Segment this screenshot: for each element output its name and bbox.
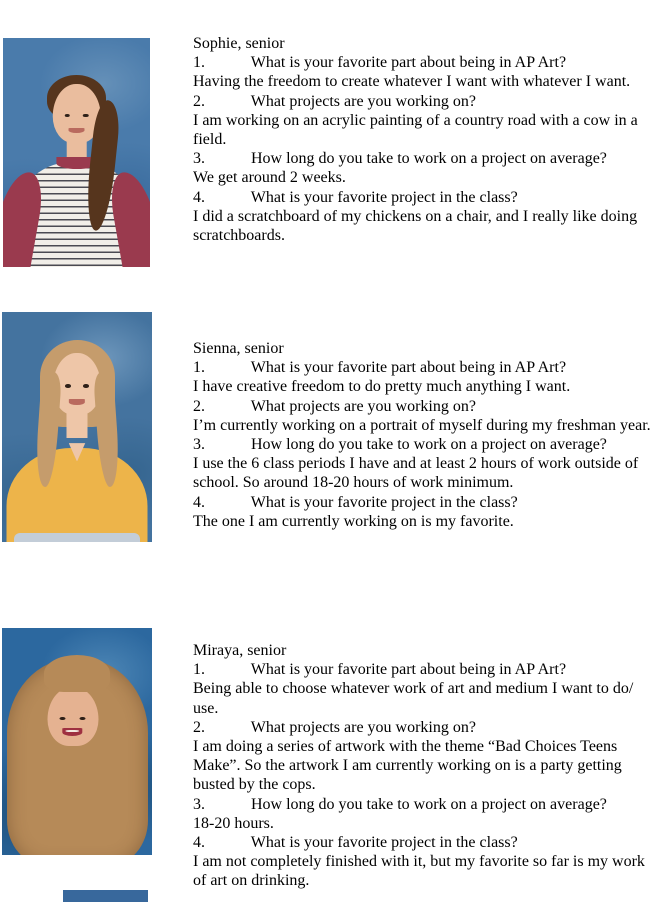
yearbook-photo-sophie [3, 38, 150, 267]
question-number: 3. [193, 150, 205, 168]
photo-detail-art [14, 533, 140, 542]
yearbook-photo-sienna [2, 312, 152, 542]
question-text: What is your favorite part about being in AP Art? [250, 54, 567, 72]
question-number: 1. [193, 54, 205, 72]
question-number: 2. [193, 92, 205, 110]
question-line [193, 660, 660, 679]
right-eye-art [79, 717, 85, 721]
left-eye-art [64, 114, 70, 118]
question-text: What projects are you working on? [250, 92, 476, 110]
left-eye-art [60, 717, 66, 721]
answer-text: I have creative freedom to do pretty much anything I want. [193, 378, 571, 396]
right-eye-art [83, 114, 89, 118]
question-number: 4. [193, 834, 205, 852]
answer-text: Being able to choose whatever work of art and medium I want to do/ use. [193, 680, 634, 717]
answer-text: I use the 6 class periods I have and at least 2 hours of work outside of school. So around 18-20 hours of work minimum. [193, 455, 639, 492]
question-number: 4. [193, 493, 205, 511]
question-line [193, 188, 660, 207]
question-number: 2. [193, 397, 205, 415]
question-line [193, 92, 660, 111]
question-text: How long do you take to work on a project on average? [251, 436, 607, 454]
question-line [193, 833, 660, 852]
question-text: What projects are you working on? [250, 718, 476, 736]
question-line [193, 718, 660, 737]
question-number: 1. [193, 661, 205, 679]
mouth-art [69, 399, 85, 405]
interview-text [193, 641, 660, 891]
mouth-art [62, 728, 82, 736]
interview-text [193, 34, 660, 245]
student-name-line: Sienna, senior [193, 340, 284, 357]
yearbook-photo-miraya [2, 628, 152, 855]
answer-text: I am working on an acrylic painting of a country road with a cow in a field. [193, 111, 638, 149]
next-photo-sliver [63, 890, 148, 902]
answer-text: I am doing a series of artwork with the theme “Bad Choices Teens Make”. So the artwork I am currently working on is a party getting busted by the cops. [193, 738, 622, 794]
question-text: What is your favorite project in the class? [250, 188, 518, 206]
question-line [193, 795, 660, 814]
question-number: 3. [193, 436, 205, 454]
question-line [193, 358, 660, 377]
question-text: How long do you take to work on a project on average? [251, 150, 607, 168]
right-eye-art [83, 384, 89, 388]
question-line [193, 435, 660, 454]
question-text: What is your favorite part about being in AP Art? [250, 661, 567, 679]
question-line [193, 493, 660, 512]
question-text: What is your favorite project in the class? [250, 834, 518, 852]
question-number: 3. [193, 795, 205, 813]
question-line [193, 397, 660, 416]
answer-text: We get around 2 weeks. [193, 169, 346, 187]
question-text: How long do you take to work on a project on average? [251, 795, 607, 813]
question-line [193, 149, 660, 168]
answer-text: The one I am currently working on is my favorite. [193, 512, 514, 530]
answer-text: Having the freedom to create whatever I want with whatever I want. [193, 73, 631, 91]
mouth-art [68, 128, 84, 133]
question-number: 1. [193, 359, 205, 377]
question-number: 4. [193, 188, 205, 206]
interview-text [193, 339, 660, 531]
question-text: What projects are you working on? [250, 397, 476, 415]
question-line [193, 53, 660, 72]
shirt-art [7, 448, 148, 542]
answer-text: I am not completely finished with it, but my favorite so far is my work of art on drinking. [193, 853, 645, 890]
hair-front-art [44, 655, 110, 691]
student-name-line: Sophie, senior [193, 35, 285, 52]
face-art [47, 687, 98, 746]
answer-text: I’m currently working on a portrait of myself during my freshman year. [193, 416, 651, 434]
question-text: What is your favorite part about being in AP Art? [250, 359, 567, 377]
left-eye-art [65, 384, 71, 388]
answer-text: I did a scratchboard of my chickens on a chair, and I really like doing scratchboards. [193, 207, 638, 245]
student-name-line: Miraya, senior [193, 642, 287, 659]
question-number: 2. [193, 718, 205, 736]
question-text: What is your favorite project in the class? [250, 493, 518, 511]
answer-text: 18-20 hours. [193, 814, 274, 832]
